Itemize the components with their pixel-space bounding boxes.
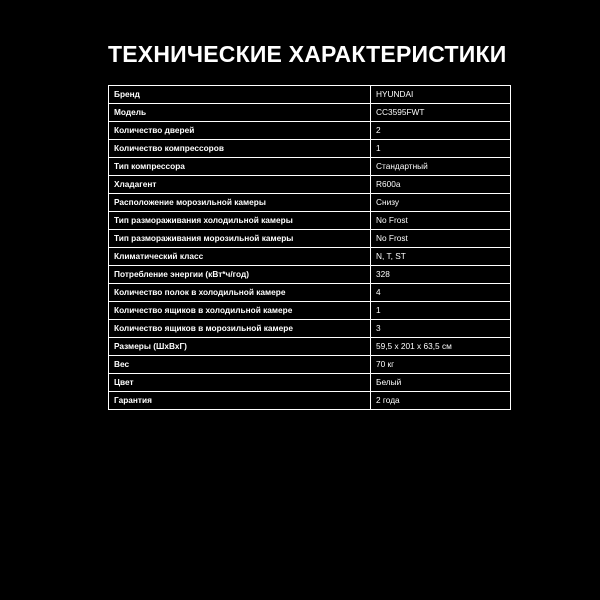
table-row [109,266,511,284]
table-row [109,140,511,158]
spec-parameter: Количество полок в холодильной камере [109,284,371,302]
page-title: ТЕХНИЧЕСКИЕ ХАРАКТЕРИСТИКИ [108,41,507,67]
spec-parameter: Климатический класс [109,248,371,266]
table-row [109,284,511,302]
spec-parameter: Вес [109,356,371,374]
table-row [109,122,511,140]
table-row [109,230,511,248]
spec-parameter: Хладагент [109,176,371,194]
spec-value: Стандартный [371,158,511,176]
spec-value: No Frost [371,212,511,230]
spec-parameter: Цвет [109,374,371,392]
table-row [109,392,511,410]
table-row [109,86,511,104]
spec-parameter: Расположение морозильной камеры [109,194,371,212]
spec-parameter: Количество ящиков в холодильной камере [109,302,371,320]
specifications-table-body [109,86,511,410]
table-row [109,338,511,356]
spec-parameter: Размеры (ШхВхГ) [109,338,371,356]
spec-value: 59,5 х 201 х 63,5 см [371,338,511,356]
table-row [109,356,511,374]
spec-value: 1 [371,140,511,158]
spec-value: HYUNDAI [371,86,511,104]
spec-value: Снизу [371,194,511,212]
spec-value: Белый [371,374,511,392]
spec-parameter: Модель [109,104,371,122]
table-row [109,104,511,122]
table-row [109,320,511,338]
spec-value: 3 [371,320,511,338]
spec-value: N, T, ST [371,248,511,266]
table-row [109,302,511,320]
table-row [109,374,511,392]
spec-parameter: Тип размораживания морозильной камеры [109,230,371,248]
spec-value: 328 [371,266,511,284]
table-row [109,212,511,230]
spec-parameter: Бренд [109,86,371,104]
spec-parameter: Тип размораживания холодильной камеры [109,212,371,230]
table-row [109,158,511,176]
table-row [109,248,511,266]
table-row [109,194,511,212]
spec-parameter: Количество компрессоров [109,140,371,158]
spec-value: 70 кг [371,356,511,374]
spec-parameter: Потребление энергии (кВт*ч/год) [109,266,371,284]
spec-value: R600a [371,176,511,194]
spec-value: No Frost [371,230,511,248]
spec-parameter: Гарантия [109,392,371,410]
spec-parameter: Тип компрессора [109,158,371,176]
spec-value: 2 [371,122,511,140]
spec-parameter: Количество ящиков в морозильной камере [109,320,371,338]
table-row [109,176,511,194]
spec-value: 4 [371,284,511,302]
specifications-table [108,85,511,410]
spec-parameter: Количество дверей [109,122,371,140]
spec-sheet-block [108,41,507,410]
spec-value: 2 года [371,392,511,410]
spec-value: 1 [371,302,511,320]
spec-value: CC3595FWT [371,104,511,122]
